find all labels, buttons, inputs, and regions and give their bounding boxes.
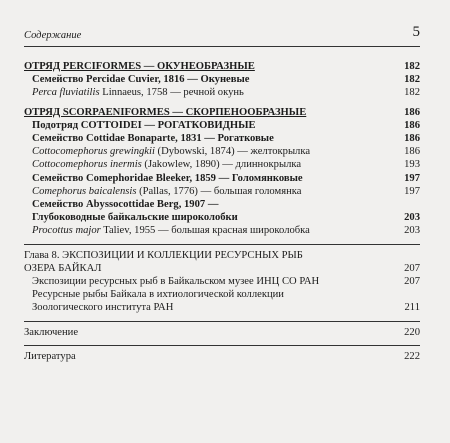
species-name: Perca fluviatilis [32,87,100,99]
toc-entry-abyssocottidae-line2 [24,211,420,224]
toc-entry-label: ОЗЕРА БАЙКАЛ [24,262,102,274]
toc-entry-label: Семейство Cottidae Bonaparte, 1831 — Рогатковые [32,133,274,145]
toc-page-number: 207 [404,276,420,288]
running-head: Содержание [24,30,82,41]
toc-page-number: 186 [404,119,420,131]
species-rest: (Dybowski, 1874) — желтокрылка [154,146,311,158]
toc-page-number: 197 [404,185,420,197]
toc-page-number: 186 [404,133,420,145]
species-rest: (Jakowlew, 1890) — длиннокрылка [141,159,302,171]
toc-page-number: 182 [404,87,420,99]
toc-entry-cottidae [24,132,420,145]
toc-page-number: 207 [404,262,420,274]
toc-entry-label: Экспозиции ресурсных рыб в Байкальском музее ИНЦ СО РАН [32,276,320,288]
toc-entry-chapter8-line2 [24,262,420,275]
toc-entry-literature [24,350,420,363]
toc-page-number: 182 [404,61,420,72]
toc-entry-baikal-museum [24,275,420,288]
toc-entry-label: ОТРЯД SCORPAENIFORMES — СКОРПЕНООБРАЗНЫЕ [24,106,307,118]
toc-page-number: 193 [404,159,420,171]
toc-entry-label: Глава 8. ЭКСПОЗИЦИИ И КОЛЛЕКЦИИ РЕСУРСНЫХ РЫБ [24,249,303,261]
section-divider [24,244,420,245]
toc-entry-comephoridae [24,172,420,185]
toc-page-number: 182 [404,74,420,86]
species-name: Comephorus baicalensis [32,185,137,197]
toc-entry-inermis [24,158,420,171]
section-divider [24,321,420,322]
toc-entry-label: ОТРЯД PERCIFORMES — ОКУНЕОБРАЗНЫЕ [24,61,255,72]
toc-entry-label: Ресурсные рыбы Байкала в ихтиологической коллекции [32,289,284,301]
toc-entry-label: Литература [24,350,76,362]
toc-entry-label: Глубоководные байкальские широколобки [32,212,238,224]
toc-entry-label: Зоологического института РАН [32,302,174,314]
species-name: Procottus major [32,225,101,237]
toc-entry-grewingkii [24,145,420,158]
species-name: Cottocomephorus inermis [32,159,142,171]
toc-entry-scorpaeniformes [24,106,420,119]
toc-entry-label: Семейство Abyssocottidae Berg, 1907 — [32,199,219,211]
toc-entry-percidae [24,73,420,86]
toc-entry-abyssocottidae-line1 [24,198,420,211]
species-rest: (Pallas, 1776) — большая голомянка [136,185,302,197]
toc-page-number: 203 [404,225,420,237]
toc-entry-cottoidei [24,119,420,132]
toc-entry-zin-collection-line2 [24,301,420,314]
toc-page-number: 222 [404,350,420,362]
section-divider [24,345,420,346]
toc-entry-conclusion [24,326,420,339]
toc-entry-label: Подотряд COTTOIDEI — РОГАТКОВИДНЫЕ [32,119,256,131]
toc-entry-zin-collection-line1 [24,288,420,301]
toc-entry-label: Семейство Comephoridae Bleeker, 1859 — Голомянковые [32,172,303,184]
toc-page-number: 203 [404,212,420,224]
toc-page-number: 186 [404,106,420,118]
toc-entry-perca [24,86,420,99]
toc-entry-baicalensis [24,185,420,198]
species-rest: Linnaeus, 1758 — речной окунь [99,87,244,99]
species-rest: Taliev, 1955 — большая красная широколобка [100,225,310,237]
toc-entry-label: Семейство Percidae Cuvier, 1816 — Окуневые [32,74,250,86]
toc-page-number: 186 [404,146,420,158]
toc-page-number: 220 [404,326,420,338]
toc-entry-chapter8-line1 [24,249,420,262]
page-header [24,24,420,47]
toc-page-number: 211 [404,302,420,314]
toc-entry-label: Заключение [24,326,79,338]
species-name: Cottocomephorus grewingkii [32,146,155,158]
table-of-contents [24,60,420,363]
page-number: 5 [412,24,420,40]
toc-page-number: 197 [404,172,420,184]
toc-entry-procottus [24,224,420,237]
toc-entry-perciformes [24,60,420,73]
